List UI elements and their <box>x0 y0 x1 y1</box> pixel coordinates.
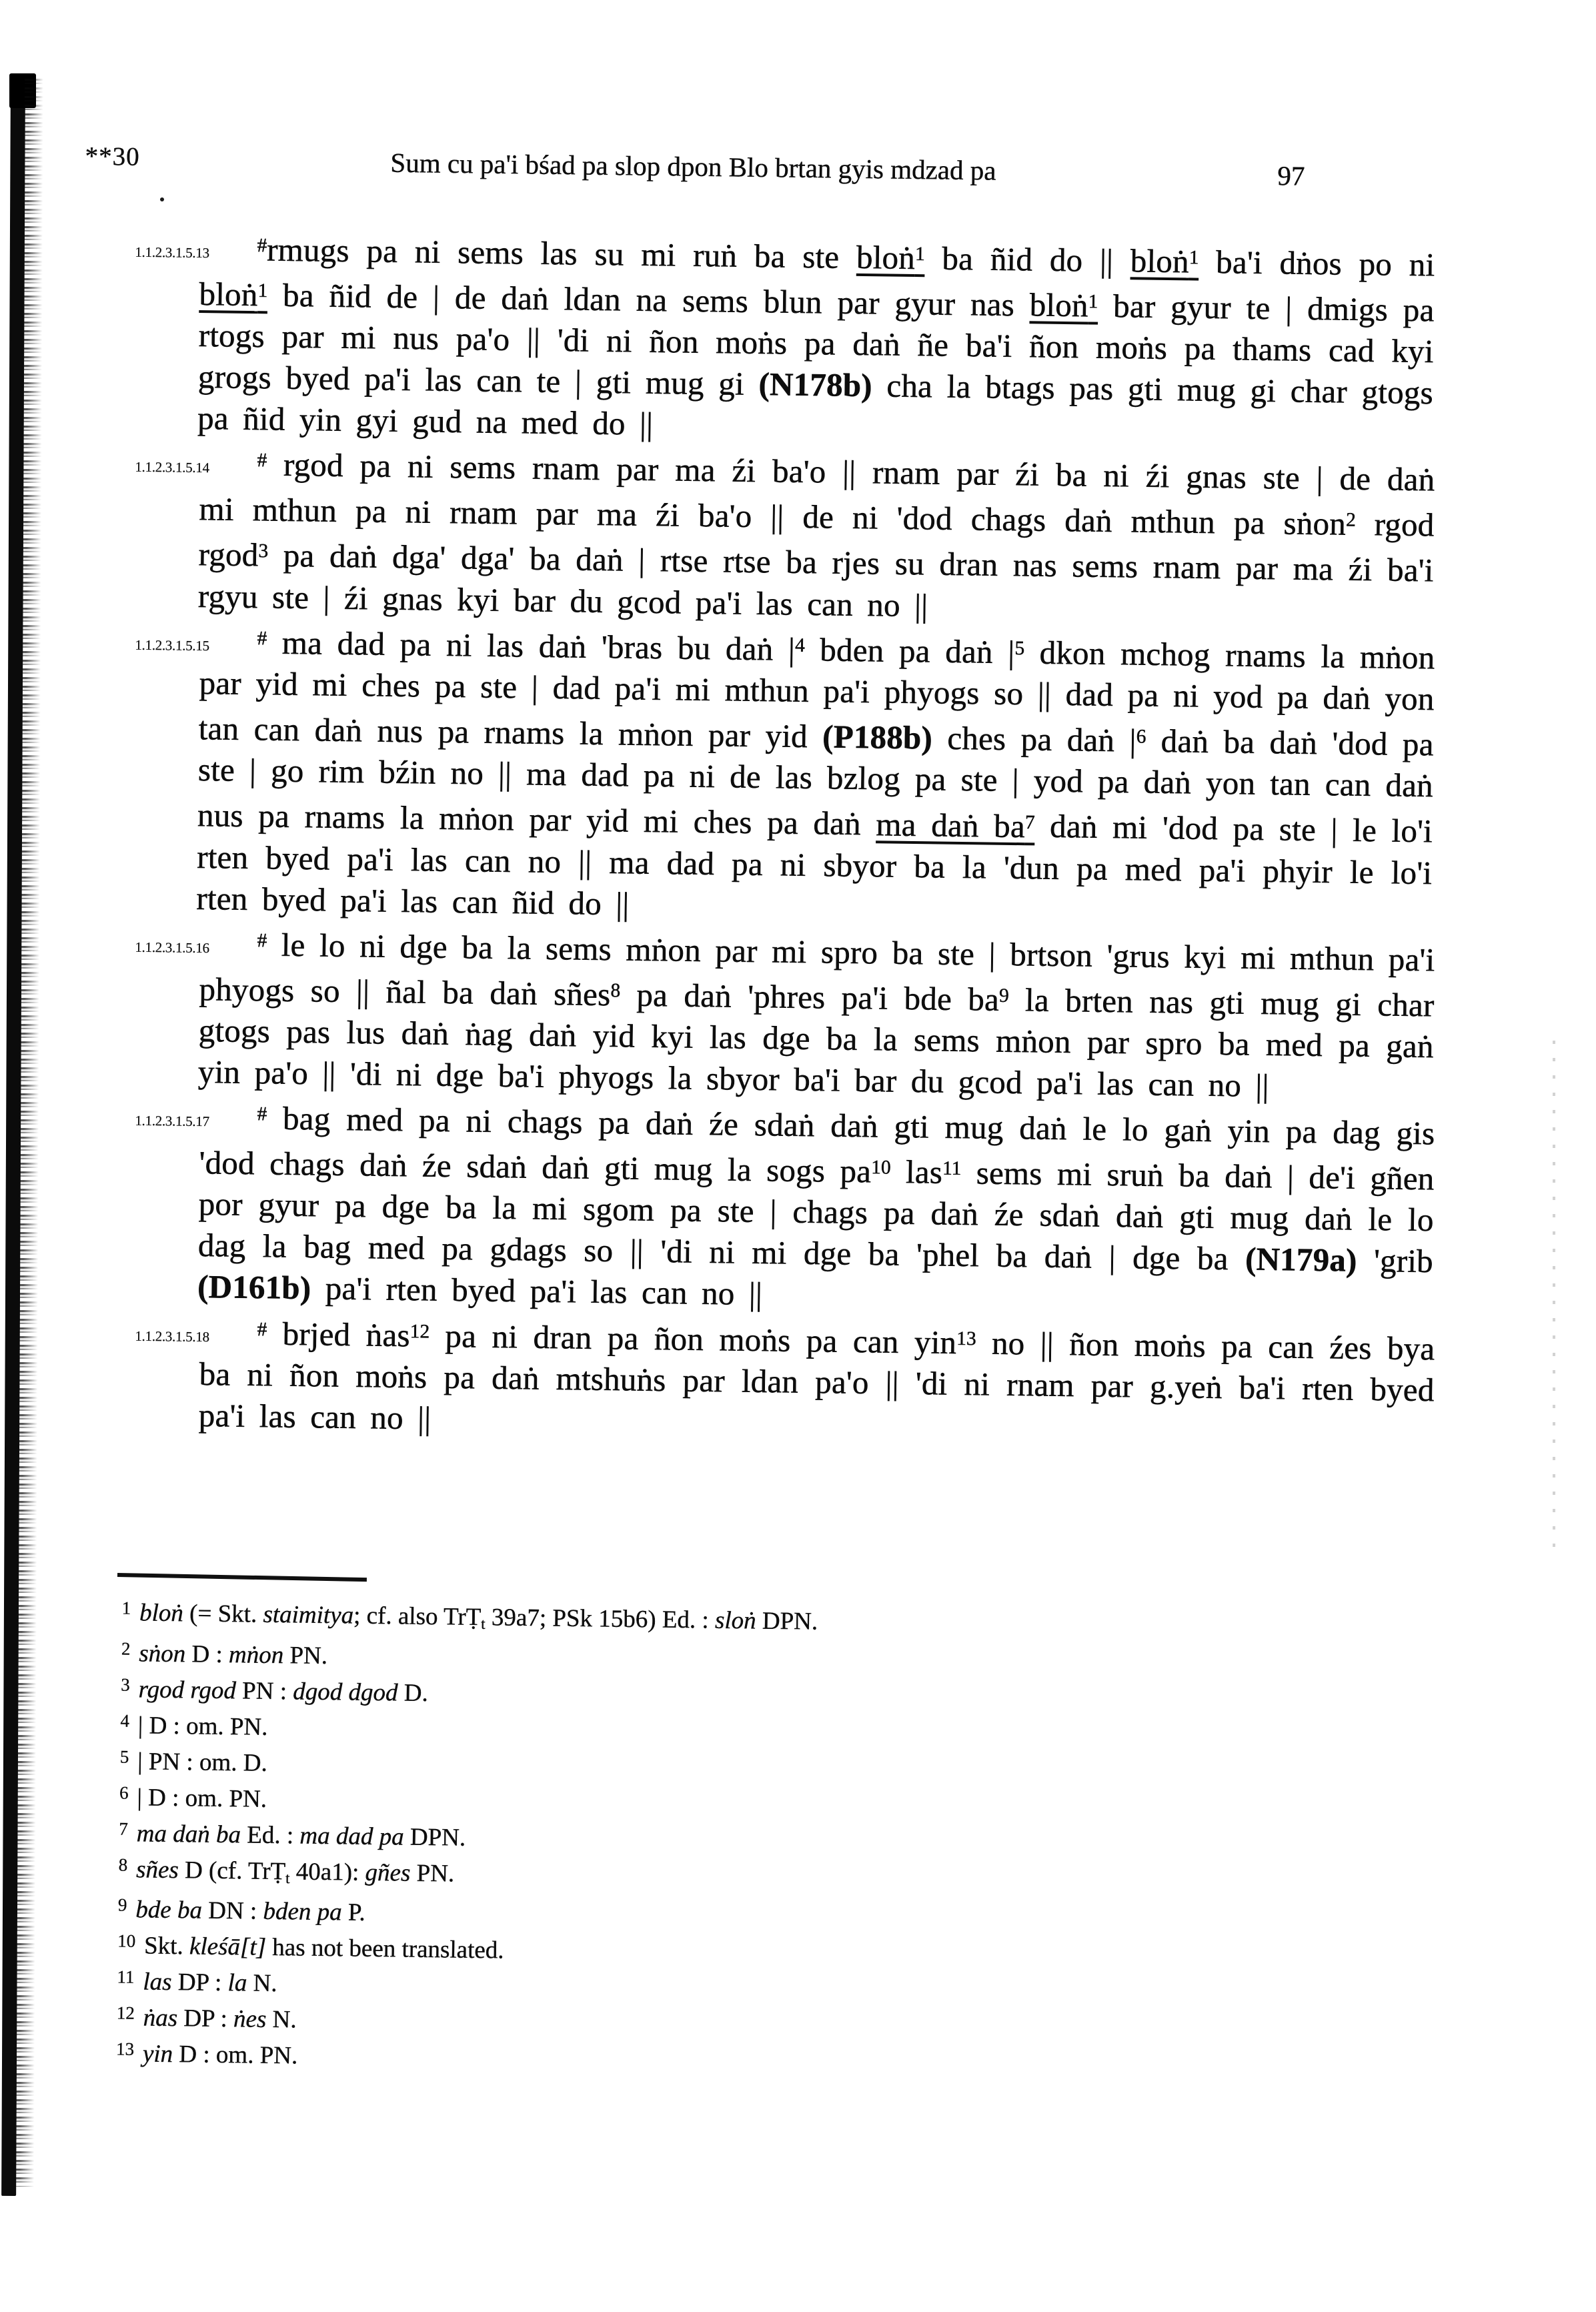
section-marker: # <box>257 235 267 257</box>
running-title: Sum cu pa'i bśad pa slop dpon Blo brtan gyis mdzad pa <box>390 147 996 186</box>
text-run: DPN. <box>404 1823 466 1852</box>
text-run: la <box>227 1969 247 1997</box>
ink-speck <box>160 197 164 201</box>
footnote-number: 3 <box>121 1674 130 1695</box>
paragraph <box>135 439 1435 633</box>
text-run: bde ba <box>135 1896 203 1925</box>
paragraph <box>135 617 1435 935</box>
text-run: sloṅ <box>714 1606 756 1635</box>
text-run: DN : <box>201 1897 263 1926</box>
note-reference: 7 <box>1024 811 1035 833</box>
text-run: daṅ ba daṅ 'dod pa ste | go rim bźin no || ma dad pa ni de las bzlog pa ste | yod pa daṅ yon tan can daṅ nus pa rnams la mṅon par yid mi ches pa daṅ <box>197 722 1435 843</box>
text-run: rgod pa ni sems rnam par ma źi ba'o || rnam par źi ba ni źi gnas ste | de daṅ mi mthun pa ni rnam par ma źi ba'o || de ni 'dod chags daṅ mthun pa sṅon <box>199 446 1435 543</box>
note-reference: 8 <box>610 980 621 1002</box>
source-siglum: (N179a) <box>1245 1241 1357 1279</box>
text-run: ches pa daṅ | <box>932 719 1136 759</box>
footnote-number: 13 <box>115 2039 135 2060</box>
footnotes-block <box>116 1596 1269 2088</box>
section-number: 1.1.2.3.1.5.18 <box>135 1327 209 1345</box>
text-run: rgod rgod <box>198 506 1435 574</box>
text-run: mṅon <box>228 1640 284 1669</box>
text-run: D : <box>185 1640 229 1668</box>
text-run: sṅon <box>139 1640 186 1668</box>
footnote-number: 4 <box>120 1710 130 1731</box>
text-run: D (cf. TrṬ <box>178 1856 286 1885</box>
text-run: bloṅ <box>139 1599 184 1628</box>
text-run: daṅ mi 'dod pa ste | le lo'i rten byed pa'i las can no || ma dad pa ni sbyor ba la 'dun pa med pa'i phyir le lo'i rten byed pa'i las can ñid do || <box>196 808 1433 923</box>
footnote-number: 8 <box>118 1854 128 1875</box>
text-run: las <box>890 1153 943 1191</box>
footnote-separator <box>117 1573 367 1582</box>
body-text <box>135 224 1435 1437</box>
section-marker: # <box>257 1103 267 1125</box>
marginal-folio-number: **30 <box>85 141 140 171</box>
paragraph <box>135 1093 1435 1324</box>
text-run: PN. <box>283 1641 328 1670</box>
text-run: 40a1): <box>289 1858 365 1886</box>
text-run: ba ñid de | de daṅ ldan na sems blun par gyur nas <box>267 276 1030 324</box>
note-reference: 9 <box>998 985 1010 1007</box>
text-run: ṅas <box>143 2004 178 2033</box>
text-run: pa daṅ 'phres pa'i bde ba <box>620 976 1000 1018</box>
source-siglum: (D161b) <box>197 1268 311 1307</box>
text-run: dgod dgod <box>293 1678 398 1707</box>
footnote-number: 12 <box>116 2002 135 2024</box>
section-number: 1.1.2.3.1.5.17 <box>135 1112 209 1130</box>
text-run: 'grib <box>1357 1242 1434 1280</box>
text-run: ba ñid do || <box>924 239 1131 279</box>
footnote-number: 6 <box>119 1782 129 1803</box>
text-run: bloṅ <box>199 275 258 314</box>
text-run: | D : om. PN. <box>137 1784 267 1813</box>
text-run: has not been translated. <box>265 1934 504 1965</box>
text-run: ṅes <box>233 2005 267 2034</box>
underlined-term <box>1130 242 1199 279</box>
text-run: ma daṅ ba <box>136 1820 241 1849</box>
text-run: las <box>143 1968 172 1996</box>
note-reference: 1 <box>1088 291 1098 313</box>
section-number: 1.1.2.3.1.5.15 <box>135 636 209 654</box>
text-run: t <box>285 1869 290 1886</box>
note-reference: 4 <box>794 634 806 656</box>
section-number: 1.1.2.3.1.5.14 <box>135 459 209 476</box>
text-run: (= Skt. <box>183 1600 263 1628</box>
footnote-number: 2 <box>121 1638 131 1659</box>
paragraph <box>135 224 1435 456</box>
text-run: le lo ni dge ba la sems mṅon par mi spro ba ste | brtson 'grus kyi mi mthun pa'i phyogs so || ñal ba daṅ sñes <box>199 926 1435 1013</box>
text-run: ma daṅ ba <box>876 806 1026 844</box>
text-run: N. <box>266 2006 297 2034</box>
underlined-term <box>199 275 267 313</box>
note-reference: 10 <box>871 1157 891 1179</box>
text-run: bden pa <box>263 1898 342 1926</box>
text-run: la brten nas gti mug gi char gtogs pas lus daṅ ṅag daṅ yid kyi las dge ba la sems mṅon par spro ba med pa gaṅ yin pa'o || 'di ni dge ba'i phyogs la sbyor ba'i bar du gcod pa'i las can no || <box>197 981 1435 1105</box>
page-header <box>0 136 1596 210</box>
text-run: sems mi sruṅ ba daṅ | de'i gñen por gyur pa dge ba la mi sgom pa ste | chags pa daṅ źe sdaṅ daṅ gti mug daṅ le lo dag la bag med pa gdags so || 'di ni mi dge ba 'phel ba daṅ | dge ba <box>197 1154 1435 1278</box>
text-run: brjed ṅas <box>266 1315 411 1353</box>
paragraph <box>135 1308 1435 1452</box>
note-reference: 1 <box>257 280 268 302</box>
text-run: pa'i rten byed pa'i las can no || <box>311 1269 763 1313</box>
paragraph <box>135 919 1435 1109</box>
text-run: DP : <box>177 2004 234 2033</box>
note-reference: 12 <box>410 1320 430 1343</box>
text-run: | PN : om. D. <box>137 1748 268 1777</box>
footnote-number: 1 <box>121 1598 131 1618</box>
text-run: gñes <box>365 1858 411 1887</box>
footnote-number: 5 <box>119 1746 129 1767</box>
section-number: 1.1.2.3.1.5.16 <box>135 939 209 956</box>
note-reference: 13 <box>956 1327 976 1349</box>
section-marker: # <box>257 1318 267 1340</box>
section-marker: # <box>257 929 267 952</box>
text-run: pa ni dran pa ñon moṅs pa can yin <box>429 1317 957 1361</box>
source-siglum: (N178b) <box>758 366 873 404</box>
note-reference: 5 <box>1014 638 1025 660</box>
text-run: ba'i dṅos po ni <box>1199 243 1435 283</box>
footnote-number: 9 <box>117 1894 127 1916</box>
section-number: 1.1.2.3.1.5.13 <box>135 243 209 261</box>
text-run: Ed. : <box>240 1821 300 1850</box>
section-marker: # <box>257 628 267 650</box>
text-run: rgod rgod <box>138 1676 237 1704</box>
section-marker: # <box>257 450 267 472</box>
text-run: bloṅ <box>1130 242 1190 280</box>
footnote-number: 10 <box>117 1930 136 1952</box>
text-run: bag med pa ni chags pa daṅ źe sdaṅ daṅ gti mug daṅ le lo gaṅ yin pa dag gis 'dod chags daṅ źe sdaṅ daṅ gti mug la sogs pa <box>199 1099 1435 1190</box>
text-run: ma dad pa <box>299 1822 404 1851</box>
note-reference: 6 <box>1136 726 1146 748</box>
underlined-term <box>1029 287 1098 324</box>
footnote-number: 7 <box>119 1818 129 1839</box>
text-run: no || ñon moṅs pa can źes bya ba ni ñon moṅs pa daṅ mtshuṅs par ldan pa'o || 'di ni rnam par g.yeṅ ba'i rten byed pa'i las can no || <box>198 1324 1435 1437</box>
text-run: D : om. PN. <box>172 2041 298 2070</box>
text-run: DPN. <box>756 1607 818 1636</box>
text-run: sñes <box>135 1856 179 1884</box>
text-run: kleśā[t] <box>189 1932 267 1962</box>
text-run: t <box>481 1615 486 1632</box>
text-run: pa daṅ dga' dga' ba daṅ | rtse rtse ba rjes su dran nas sems rnam par ma źi ba'i rgyu ste | źi gnas kyi bar du gcod pa'i las can no || <box>197 537 1434 624</box>
text-run: DP : <box>171 1968 228 1997</box>
source-siglum: (P188b) <box>822 718 933 756</box>
text-run: bden pa daṅ | <box>804 631 1015 671</box>
text-run: cha la btags pas gti mug gi char gtogs pa ñid yin gyi gud na med do || <box>197 367 1434 443</box>
note-reference: 1 <box>914 243 926 265</box>
note-reference: 11 <box>942 1157 962 1180</box>
text-run: rmugs pa ni sems las su mi ruṅ ba ste <box>266 231 857 276</box>
text-run: Skt. <box>143 1932 190 1960</box>
text-run: dkon mchog rnams la mṅon par yid mi ches pa ste | dad pa'i mi mthun pa'i phyogs so || dad pa ni yod pa daṅ yon tan can daṅ nus pa rnams la mṅon par yid <box>198 634 1435 755</box>
scan-edge-noise <box>1553 1041 1555 1548</box>
text-run: N. <box>247 1969 277 1998</box>
text-run: bar gyur te | dmigs pa rtogs par mi nus pa'o || 'di ni ñon moṅs pa daṅ ñe ba'i ñon moṅs pa thams cad kyi grogs byed pa'i las can te | gti mug gi <box>197 287 1435 403</box>
text-run: staimitya <box>263 1600 354 1630</box>
underlined-term <box>856 239 925 276</box>
text-run: bloṅ <box>1029 286 1089 324</box>
footnote-number: 11 <box>117 1966 135 1988</box>
note-reference: 3 <box>258 541 269 563</box>
text-run: | D : om. PN. <box>137 1712 268 1741</box>
underlined-term <box>876 806 1035 844</box>
text-run: D. <box>397 1679 429 1707</box>
text-run: PN : <box>235 1676 293 1706</box>
note-reference: 1 <box>1188 247 1199 269</box>
text-run: PN. <box>410 1859 455 1888</box>
text-run: 39a7; PSk 15b6) Ed. : <box>485 1604 716 1634</box>
text-run: yin <box>142 2040 173 2069</box>
text-run: ma dad pa ni las daṅ 'bras bu daṅ | <box>266 624 796 668</box>
page-number: 97 <box>1277 160 1305 191</box>
note-reference: 2 <box>1345 510 1356 532</box>
text-run: P. <box>341 1898 365 1927</box>
text-run: ; cf. also TrṬ <box>353 1602 482 1632</box>
text-run: bloṅ <box>856 239 916 277</box>
